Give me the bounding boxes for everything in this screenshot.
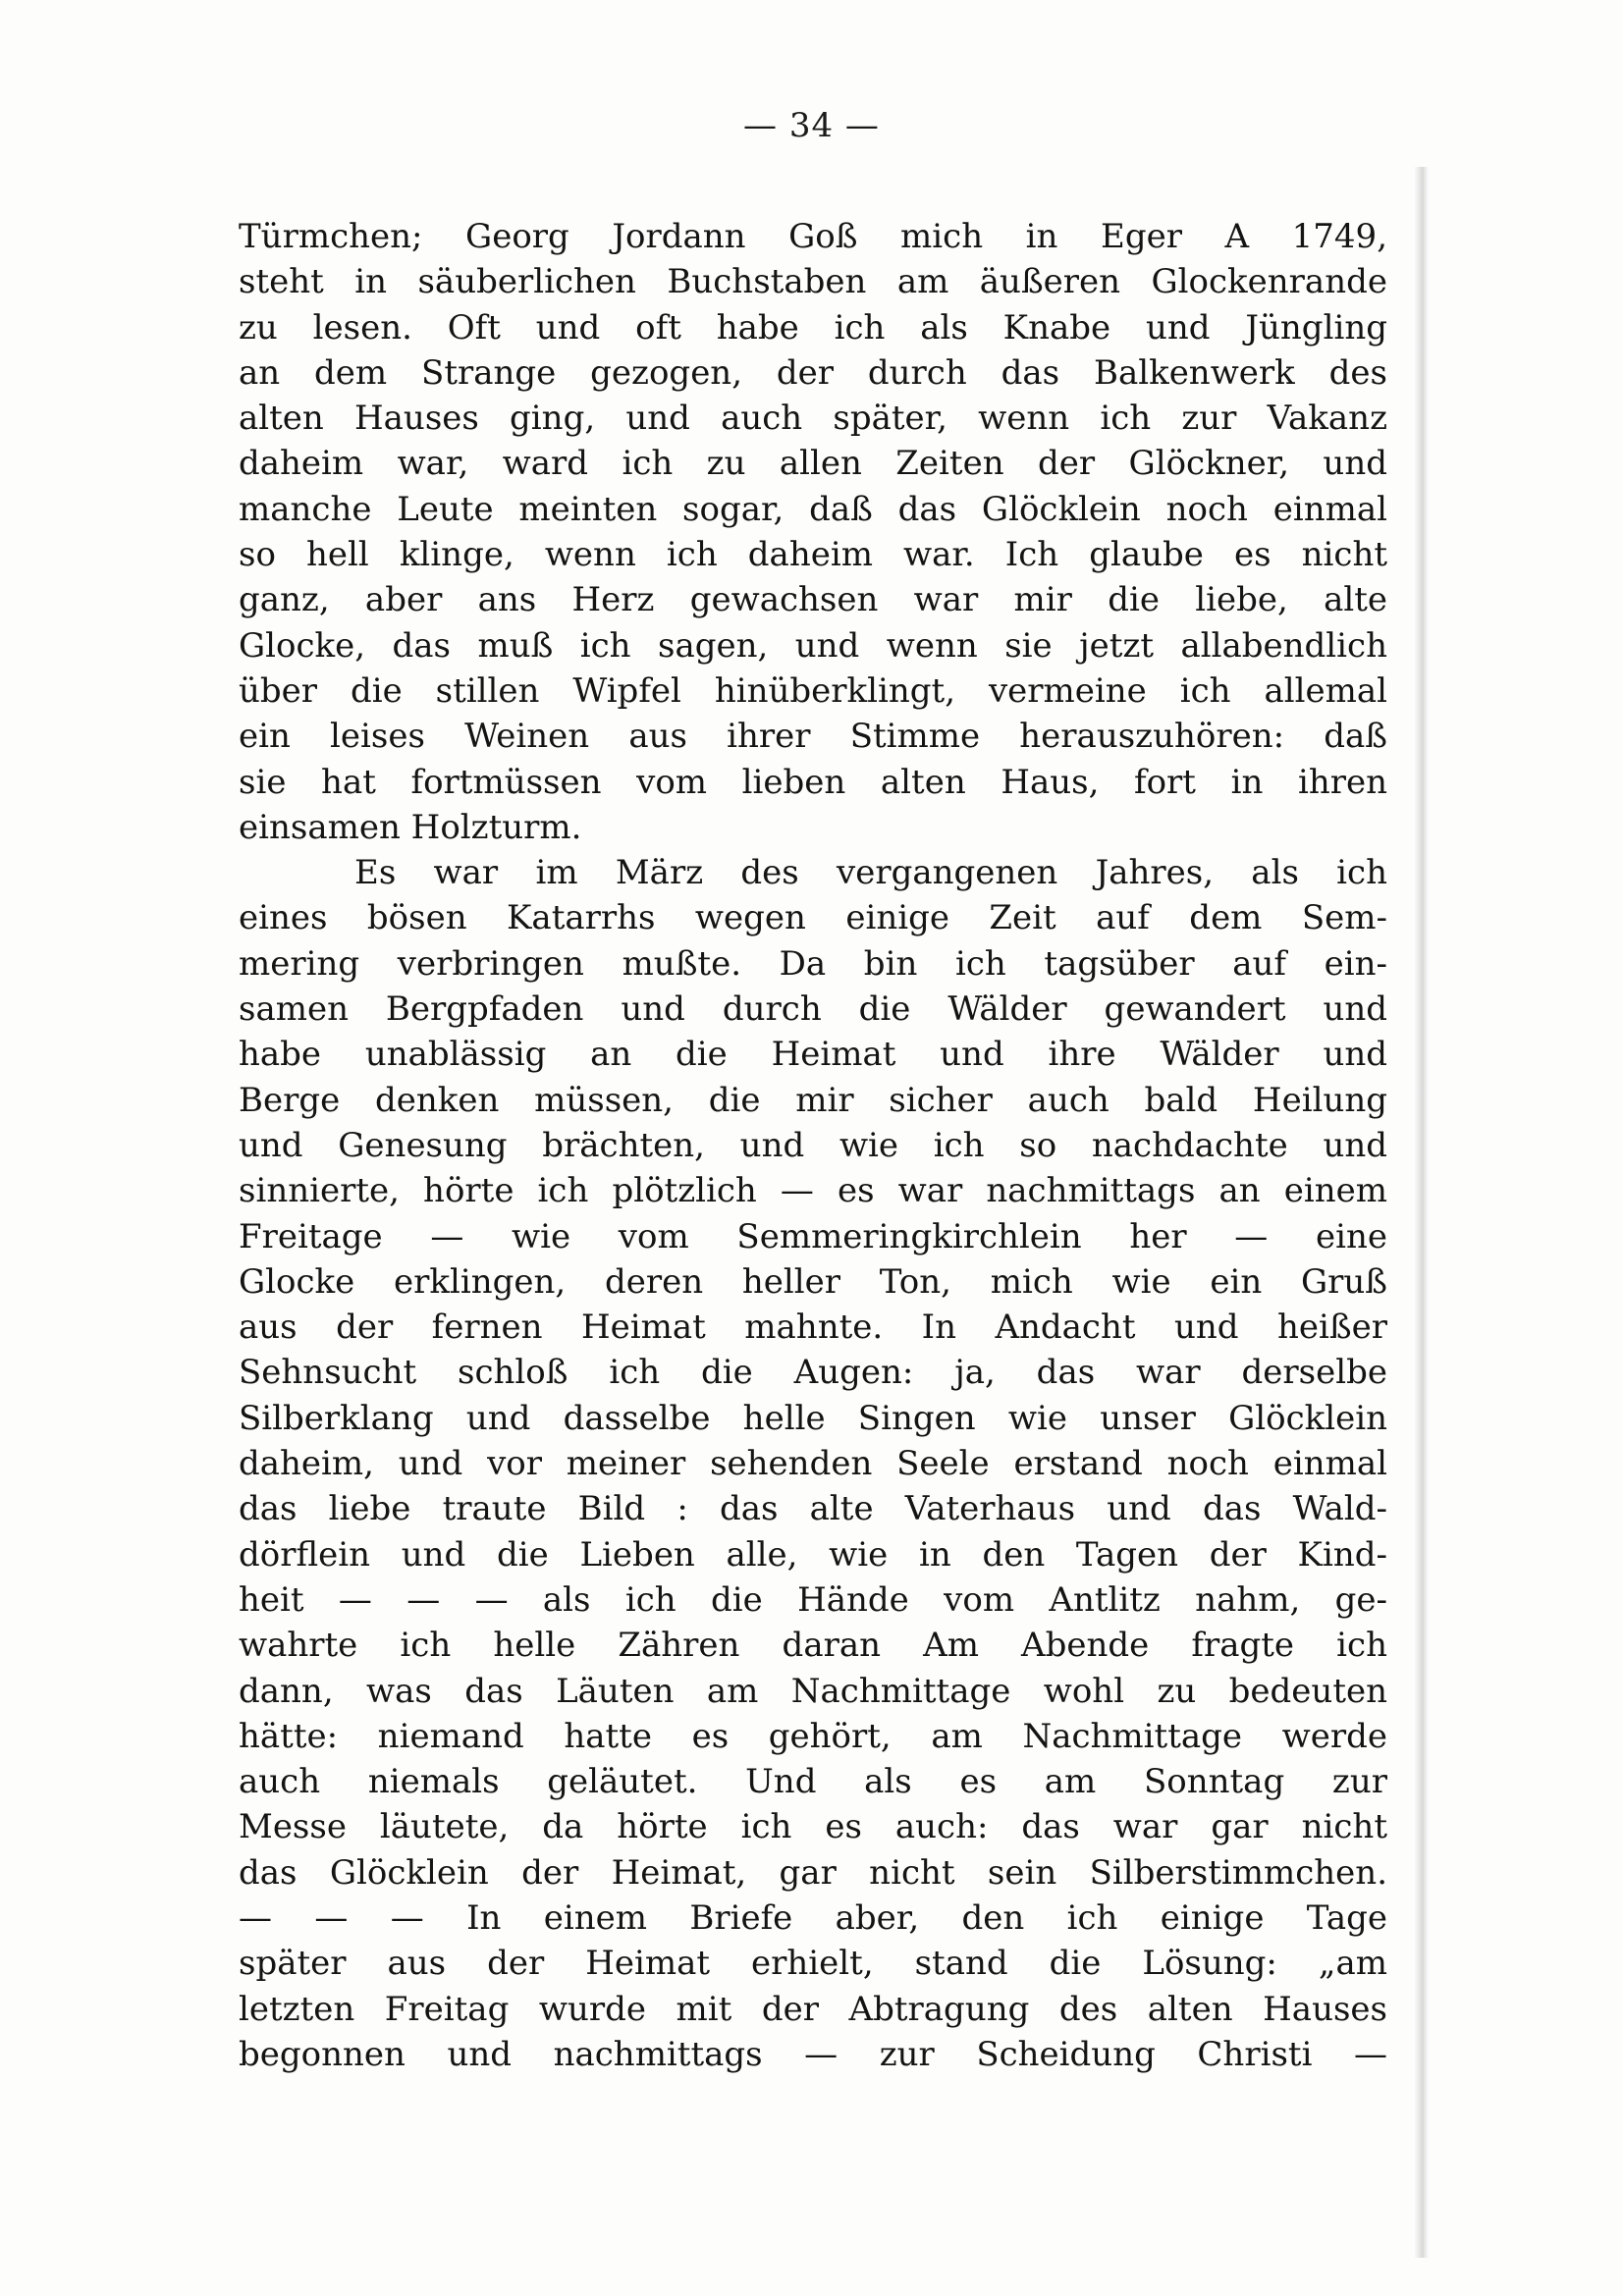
text-line: eines bösen Katarrhs wegen einige Zeit auf dem Sem-: [239, 898, 1387, 938]
text-line: Freitage — wie vom Semmeringkirchlein her — eine: [239, 1216, 1387, 1256]
text-line: heit — — — als ich die Hände vom Antlitz nahm, ge-: [239, 1579, 1387, 1620]
text-line: habe unablässig an die Heimat und ihre Wälder und: [239, 1035, 1387, 1075]
text-line: alten Hauses ging, und auch später, wenn ich zur Vakanz: [239, 399, 1387, 439]
text-line: wahrte ich helle Zähren daran Am Abende fragte ich: [239, 1626, 1387, 1666]
text-line: mering verbringen mußte. Da bin ich tagsüber auf ein-: [239, 943, 1387, 984]
text-line: Glocke, das muß ich sagen, und wenn sie jetzt allabendlich: [239, 625, 1387, 666]
page-edge-shadow: [1414, 167, 1430, 2258]
text-line: später aus der Heimat erhielt, stand die Lösung: „am: [239, 1944, 1387, 1984]
text-line: das liebe traute Bild : das alte Vaterhaus und das Wald-: [239, 1489, 1387, 1529]
page-number: — 34 —: [743, 106, 880, 145]
text-line: sie hat fortmüssen vom lieben alten Haus, fort in ihren: [239, 762, 1387, 802]
text-line: — — — In einem Briefe aber, den ich einige Tage: [239, 1897, 1387, 1938]
text-line: das Glöcklein der Heimat, gar nicht sein Silberstimmchen.: [239, 1852, 1387, 1893]
text-line: steht in säuberlichen Buchstaben am äußeren Glockenrande: [239, 262, 1387, 302]
body-text: [239, 214, 1387, 2077]
text-line: Messe läutete, da hörte ich es auch: das war gar nicht: [239, 1807, 1387, 1847]
text-line: begonnen und nachmittags — zur Scheidung Christi —: [239, 2034, 1387, 2074]
text-line: ein leises Weinen aus ihrer Stimme herauszuhören: daß: [239, 717, 1387, 757]
text-line: manche Leute meinten sogar, daß das Glöcklein noch einmal: [239, 489, 1387, 529]
text-line: über die stillen Wipfel hinüberklingt, vermeine ich allemal: [239, 670, 1387, 711]
text-line: aus der fernen Heimat mahnte. In Andacht und heißer: [239, 1308, 1387, 1348]
text-line: dörflein und die Lieben alle, wie in den Tagen der Kind-: [239, 1534, 1387, 1575]
text-line: daheim war, ward ich zu allen Zeiten der Glöckner, und: [239, 444, 1387, 484]
text-line: dann, was das Läuten am Nachmittage wohl zu bedeuten: [239, 1671, 1387, 1711]
text-line: Glocke erklingen, deren heller Ton, mich wie ein Gruß: [239, 1261, 1387, 1302]
text-line: Türmchen; Georg Jordann Goß mich in Eger A 1749,: [239, 217, 1387, 256]
text-line: hätte: niemand hatte es gehört, am Nachmittage werde: [239, 1716, 1387, 1756]
text-line: an dem Strange gezogen, der durch das Balkenwerk des: [239, 352, 1387, 393]
text-line: Silberklang und dasselbe helle Singen wie unser Glöcklein: [239, 1398, 1387, 1438]
text-line: und Genesung brächten, und wie ich so nachdachte und: [239, 1125, 1387, 1165]
text-line: ganz, aber ans Herz gewachsen war mir die liebe, alte: [239, 580, 1387, 620]
text-line: Sehnsucht schloß ich die Augen: ja, das war derselbe: [239, 1353, 1387, 1393]
text-line: zu lesen. Oft und oft habe ich als Knabe und Jüngling: [239, 307, 1387, 347]
paragraph-end-line: einsamen Holzturm.: [239, 807, 582, 847]
text-line: Berge denken müssen, die mir sicher auch bald Heilung: [239, 1080, 1387, 1120]
text-line: sinnierte, hörte ich plötzlich — es war nachmittags an einem: [239, 1171, 1387, 1211]
text-line: so hell klinge, wenn ich daheim war. Ich glaube es nicht: [239, 535, 1387, 575]
text-line: auch niemals geläutet. Und als es am Sonntag zur: [239, 1762, 1387, 1802]
paragraph-start-line: Es war im März des vergangenen Jahres, als ich: [354, 853, 1387, 893]
text-line: samen Bergpfaden und durch die Wälder gewandert und: [239, 989, 1387, 1030]
text-line: letzten Freitag wurde mit der Abtragung des alten Hauses: [239, 1989, 1387, 2029]
text-line: daheim, und vor meiner sehenden Seele erstand noch einmal: [239, 1444, 1387, 1484]
